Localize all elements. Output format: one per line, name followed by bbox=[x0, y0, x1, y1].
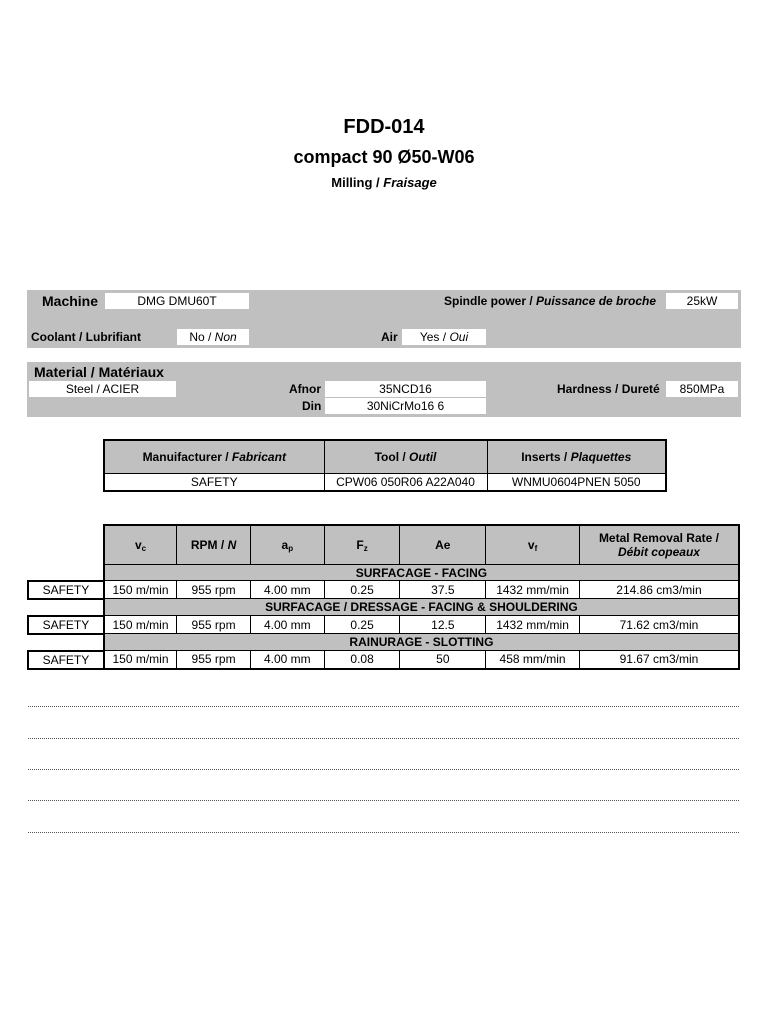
header-fz bbox=[324, 525, 400, 565]
subtitle-fr: Fraisage bbox=[383, 175, 437, 190]
air-value-en: Yes / bbox=[419, 330, 450, 344]
row-fz: 0.25 bbox=[324, 581, 400, 599]
section-title: RAINURAGE - SLOTTING bbox=[104, 634, 739, 651]
section-row-slotting bbox=[28, 634, 739, 651]
header-tool-en: Tool / bbox=[374, 450, 410, 464]
section-blank bbox=[28, 634, 104, 651]
afnor-label: Afnor bbox=[289, 382, 321, 396]
header-vf-main: v bbox=[527, 537, 535, 552]
air-value-fr: Oui bbox=[449, 330, 469, 344]
spindle-power-value: 25kW bbox=[666, 293, 738, 309]
coolant-value-en: No / bbox=[189, 330, 215, 344]
din-value: 30NiCrMo16 6 bbox=[325, 398, 486, 414]
row-brand: SAFETY bbox=[28, 581, 104, 599]
afnor-value: 35NCD16 bbox=[325, 381, 486, 397]
row-vf: 458 mm/min bbox=[486, 651, 580, 669]
row-ap: 4.00 mm bbox=[250, 651, 324, 669]
note-line bbox=[28, 832, 739, 833]
tool-table-row bbox=[104, 474, 666, 492]
cutting-row-facing-shouldering bbox=[28, 616, 739, 634]
tool-table-header bbox=[104, 440, 666, 474]
subtitle-en: Milling bbox=[331, 175, 373, 190]
spindle-label-fr: Puissance de broche bbox=[536, 294, 657, 308]
hardness-label: Hardness / Dureté bbox=[557, 382, 660, 396]
cutting-header-row bbox=[28, 525, 739, 565]
header-vc bbox=[104, 525, 177, 565]
header-inserts-en: Inserts / bbox=[521, 450, 571, 464]
note-line bbox=[28, 769, 739, 770]
air-value bbox=[402, 329, 486, 345]
header-manufacturer-en: Manuifacturer / bbox=[142, 450, 232, 464]
machine-panel bbox=[27, 290, 741, 348]
subtitle-separator: / bbox=[372, 175, 384, 190]
tool-table bbox=[103, 439, 667, 492]
header-ap-sub: p bbox=[288, 543, 294, 553]
row-vc: 150 m/min bbox=[104, 651, 177, 669]
header-manufacturer bbox=[104, 440, 324, 474]
air-label: Air bbox=[381, 330, 398, 344]
header-vc-main: v bbox=[134, 537, 142, 552]
document-code: FDD-014 bbox=[343, 116, 425, 138]
row-brand: SAFETY bbox=[28, 616, 104, 634]
cutting-row-slotting bbox=[28, 651, 739, 669]
inserts-value: WNMU0604PNEN 5050 bbox=[487, 474, 666, 492]
header-mrr-fr: Débit copeaux bbox=[617, 545, 700, 559]
row-vf: 1432 mm/min bbox=[486, 581, 580, 599]
header-tool-fr: Outil bbox=[409, 450, 437, 464]
row-ae: 37.5 bbox=[400, 581, 486, 599]
header-vc-sub: c bbox=[141, 543, 147, 553]
spindle-label-en: Spindle power / bbox=[444, 294, 537, 308]
din-label: Din bbox=[302, 399, 322, 413]
header-vf-sub: f bbox=[534, 543, 538, 553]
header-ap bbox=[250, 525, 324, 565]
row-vf: 1432 mm/min bbox=[486, 616, 580, 634]
section-blank bbox=[28, 565, 104, 581]
row-mrr: 71.62 cm3/min bbox=[579, 616, 739, 634]
coolant-label: Coolant / Lubrifiant bbox=[31, 330, 141, 344]
section-blank bbox=[28, 599, 104, 616]
material-panel bbox=[27, 362, 741, 417]
machine-label: Machine bbox=[42, 293, 99, 309]
row-brand: SAFETY bbox=[28, 651, 104, 669]
header-fz-main: F bbox=[356, 537, 364, 552]
header-inserts-fr: Plaquettes bbox=[570, 450, 632, 464]
cutting-data-table bbox=[27, 524, 740, 670]
cutting-row-facing bbox=[28, 581, 739, 599]
row-vc: 150 m/min bbox=[104, 616, 177, 634]
row-ap: 4.00 mm bbox=[250, 581, 324, 599]
section-row-facing-shouldering bbox=[28, 599, 739, 616]
material-heading: Material / Matériaux bbox=[34, 364, 164, 380]
coolant-value-fr: Non bbox=[214, 330, 237, 344]
section-title: SURFACAGE / DRESSAGE - FACING & SHOULDERING bbox=[104, 599, 739, 616]
row-ae: 50 bbox=[400, 651, 486, 669]
row-mrr: 91.67 cm3/min bbox=[579, 651, 739, 669]
row-fz: 0.08 bbox=[324, 651, 400, 669]
row-ap: 4.00 mm bbox=[250, 616, 324, 634]
machine-value: DMG DMU60T bbox=[105, 293, 249, 309]
tool-value: CPW06 050R06 A22A040 bbox=[324, 474, 487, 492]
note-line bbox=[28, 706, 739, 707]
row-fz: 0.25 bbox=[324, 616, 400, 634]
header-inserts bbox=[487, 440, 666, 474]
header-rpm bbox=[177, 525, 251, 565]
header-manufacturer-fr: Fabricant bbox=[231, 450, 286, 464]
row-mrr: 214.86 cm3/min bbox=[579, 581, 739, 599]
spindle-power-label bbox=[444, 293, 656, 309]
hardness-value: 850MPa bbox=[666, 381, 738, 397]
header-ap-main: a bbox=[281, 537, 289, 552]
row-rpm: 955 rpm bbox=[177, 616, 251, 634]
header-mrr bbox=[579, 525, 739, 565]
header-fz-sub: z bbox=[363, 543, 368, 553]
coolant-value bbox=[177, 329, 249, 345]
header-blank bbox=[28, 525, 104, 565]
header-mrr-en: Metal Removal Rate / bbox=[598, 531, 719, 545]
manufacturer-value: SAFETY bbox=[104, 474, 324, 492]
material-value: Steel / ACIER bbox=[29, 381, 176, 397]
row-vc: 150 m/min bbox=[104, 581, 177, 599]
document-title: compact 90 Ø50-W06 bbox=[293, 147, 475, 167]
note-line bbox=[28, 800, 739, 801]
document-subtitle bbox=[0, 175, 768, 190]
section-row-facing bbox=[28, 565, 739, 581]
header-ae: Ae bbox=[400, 525, 486, 565]
section-title: SURFACAGE - FACING bbox=[104, 565, 739, 581]
note-line bbox=[28, 738, 739, 739]
row-rpm: 955 rpm bbox=[177, 651, 251, 669]
row-rpm: 955 rpm bbox=[177, 581, 251, 599]
header-rpm-fr: N bbox=[227, 538, 237, 552]
row-ae: 12.5 bbox=[400, 616, 486, 634]
header-vf bbox=[486, 525, 580, 565]
header-tool bbox=[324, 440, 487, 474]
header-rpm-en: RPM / bbox=[190, 538, 228, 552]
